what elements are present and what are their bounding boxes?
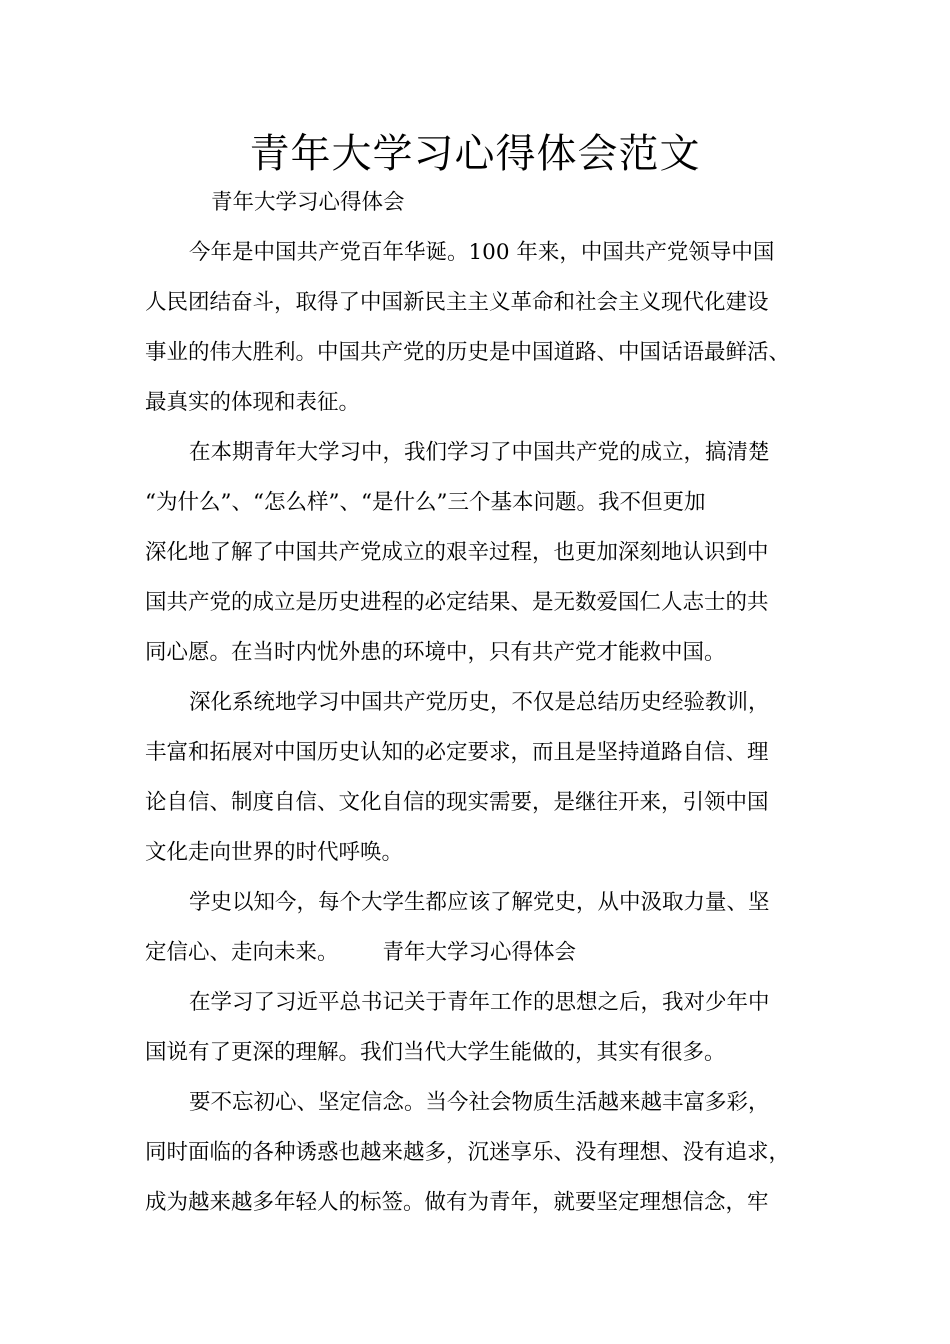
paragraph-line: 在本期青年大学习中，我们学习了中国共产党的成立，搞清楚 — [189, 440, 770, 465]
paragraph-line: 文化走向世界的时代呼唤。 — [145, 840, 404, 865]
paragraph-fragment: 定信心、走向未来。 — [145, 940, 339, 965]
paragraph-line: 事业的伟大胜利。中国共产党的历史是中国道路、中国话语最鲜活、 — [145, 340, 791, 365]
paragraph-line: 国共产党的成立是历史进程的必定结果、是无数爱国仁人志士的共 — [145, 590, 769, 615]
paragraph-line: 成为越来越多年轻人的标签。做有为青年，就要坚定理想信念，牢 — [145, 1190, 769, 1215]
subtitle-line: 青年大学习心得体会 — [211, 190, 405, 215]
paragraph-line: 丰富和拓展对中国历史认知的必定要求，而且是坚持道路自信、理 — [145, 740, 769, 765]
paragraph-line: 今年是中国共产党百年华诞。100 年来，中国共产党领导中国 — [189, 240, 775, 265]
document-body — [145, 178, 830, 1228]
paragraph-line: 学史以知今，每个大学生都应该了解党史，从中汲取力量、坚 — [189, 890, 770, 915]
paragraph-line: 国说有了更深的理解。我们当代大学生能做的，其实有很多。 — [145, 1040, 726, 1065]
section-heading: 青年大学习心得体会 — [382, 940, 577, 965]
paragraph-line: “为什么”、“怎么样”、“是什么”三个基本问题。我不但更加 — [145, 490, 706, 515]
paragraph-line: 最真实的体现和表征。 — [145, 390, 361, 415]
paragraph-line: 深化系统地学习中国共产党历史，不仅是总结历史经验教训， — [189, 690, 770, 715]
paragraph-line: 同心愿。在当时内忧外患的环境中，只有共产党才能救中国。 — [145, 640, 726, 665]
paragraph-line: 在学习了习近平总书记关于青年工作的思想之后，我对少年中 — [189, 990, 770, 1015]
paragraph-line — [145, 928, 830, 978]
paragraph-line: 论自信、制度自信、文化自信的现实需要，是继往开来，引领中国 — [145, 790, 769, 815]
paragraph-line: 同时面临的各种诱惑也越来越多，沉迷享乐、没有理想、没有追求， — [145, 1140, 791, 1165]
paragraph-line: 要不忘初心、坚定信念。当今社会物质生活越来越丰富多彩， — [189, 1090, 770, 1115]
paragraph-line: 深化地了解了中国共产党成立的艰辛过程，也更加深刻地认识到中 — [145, 540, 769, 565]
document-title: 青年大学习心得体会范文 — [249, 131, 701, 177]
paragraph-line: 人民团结奋斗，取得了中国新民主主义革命和社会主义现代化建设 — [145, 290, 769, 315]
